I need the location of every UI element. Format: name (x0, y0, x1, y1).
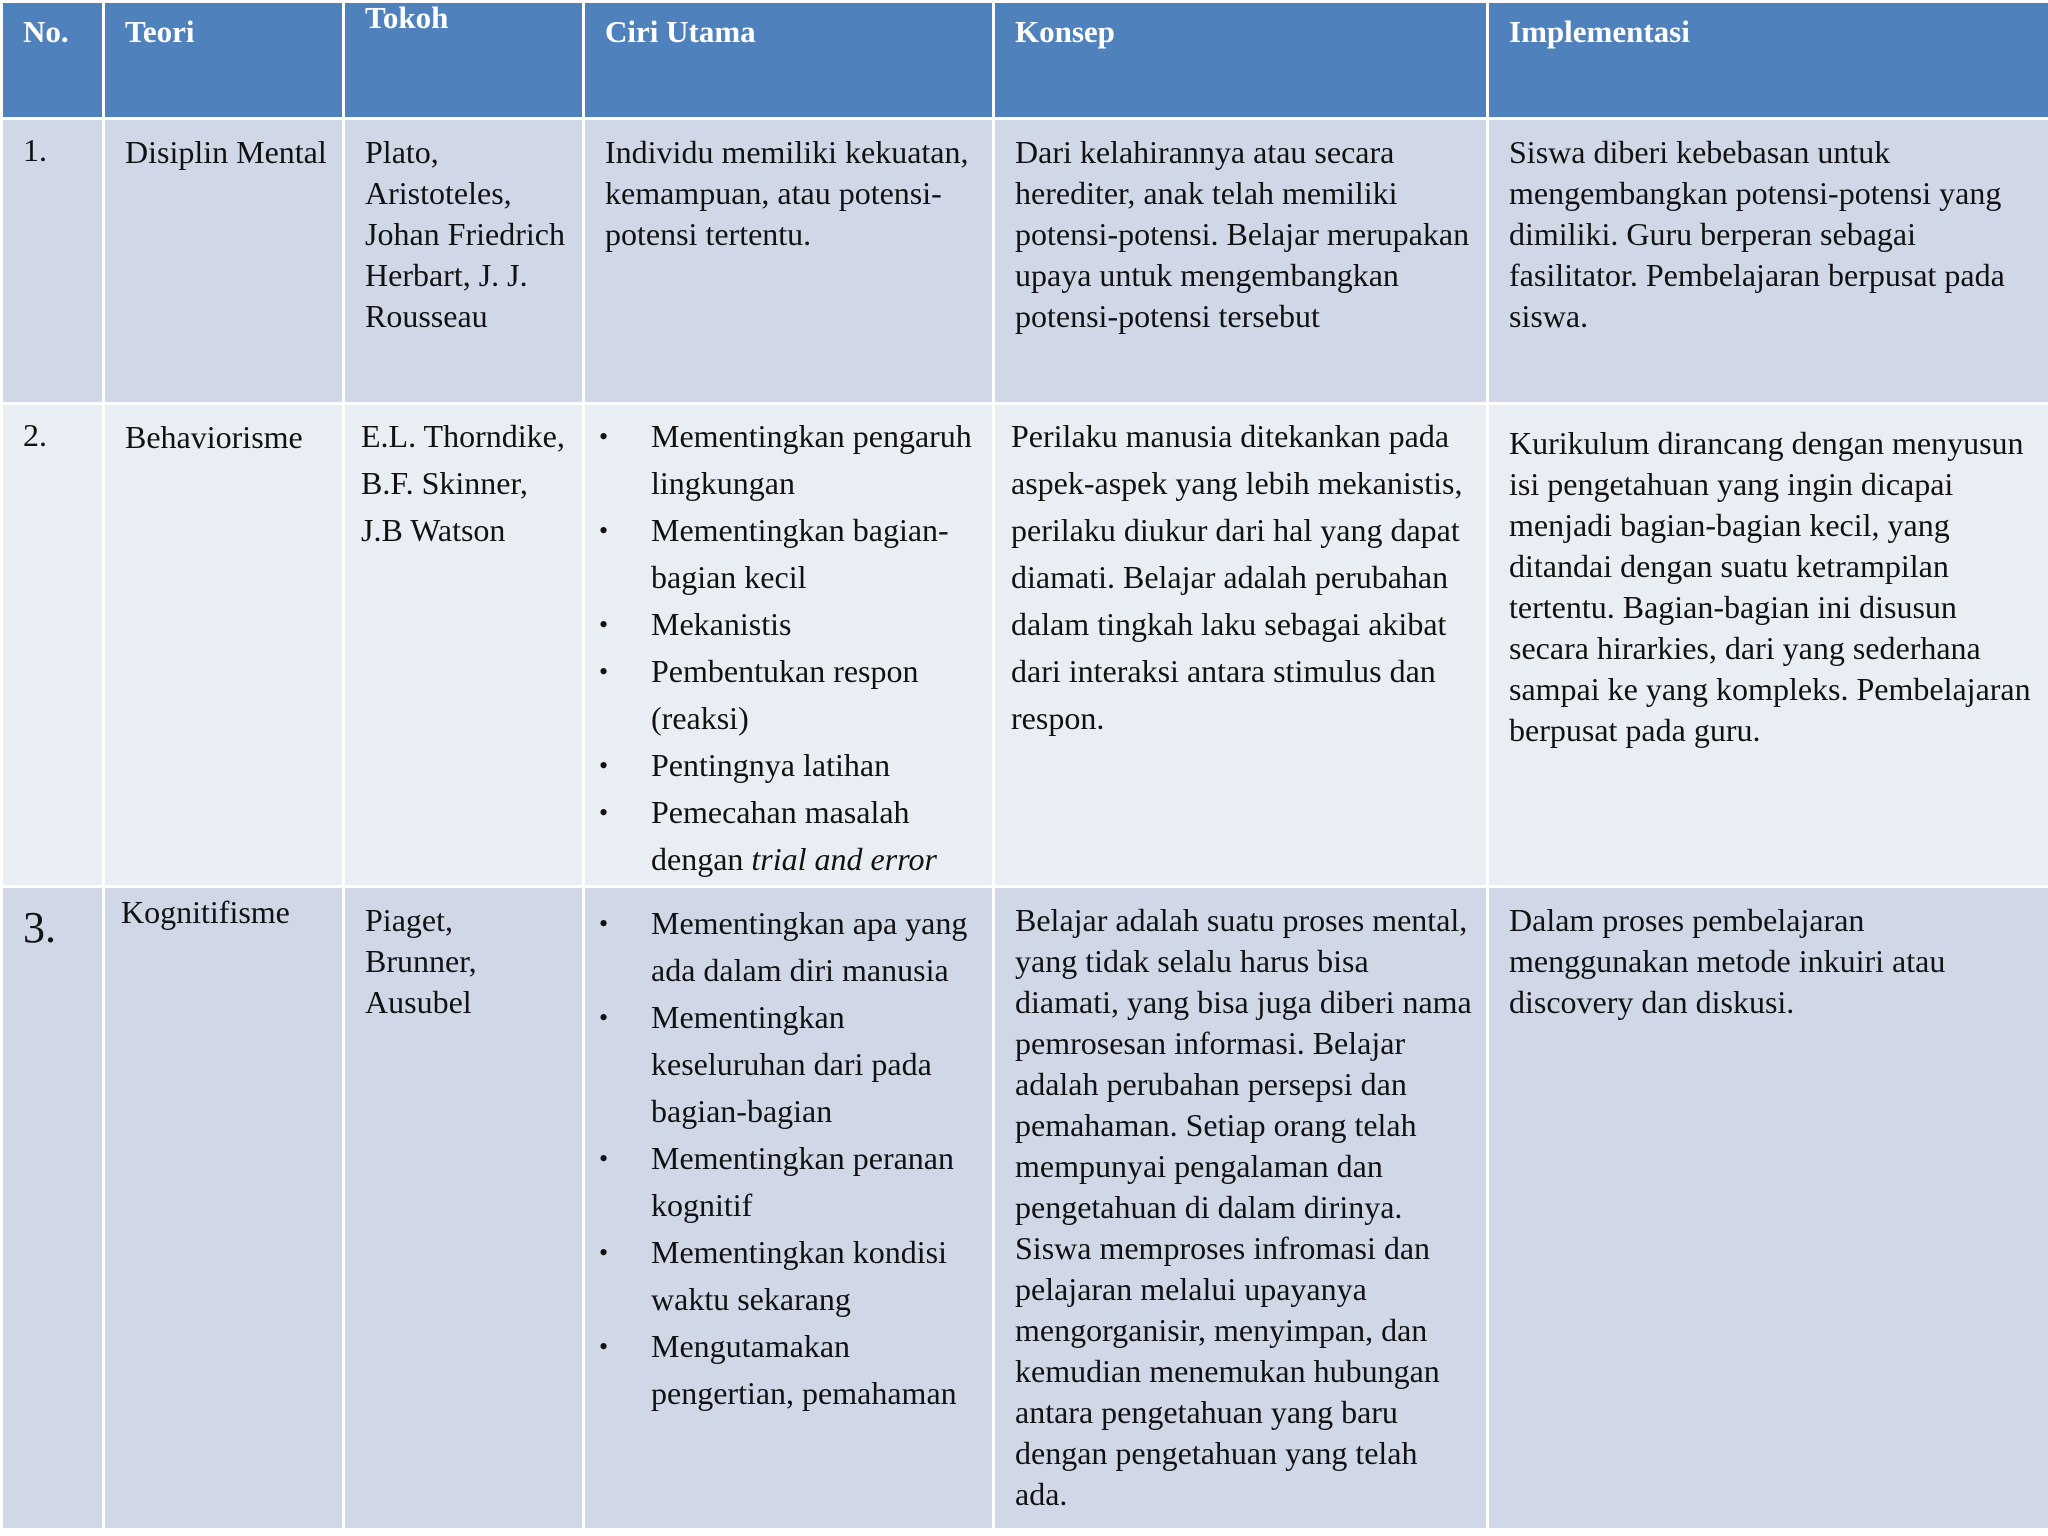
bullet-icon: • (599, 751, 609, 780)
list-item: • Mementingkan apa yang ada dalam diri manusia (585, 900, 978, 994)
bullet-icon: • (599, 1003, 609, 1032)
cell-konsep: Belajar adalah suatu proses mental, yang tidak selalu harus bisa diamati, yang bisa juga diberi nama pemrosesan informasi. Belajar adalah perubahan persepsi dan pemahaman. Setiap orang telah mempunyai pengalaman dan pengetahuan di dalam dirinya. Siswa memproses infromasi dan pelajaran melalui upayanya mengorganisir, menyimpan, dan kemudian menemukan hubungan antara pengetahuan yang baru dengan pengetahuan yang telah ada. (994, 887, 1488, 1530)
table-row (2, 119, 2048, 404)
header-ciri-utama: Ciri Utama (584, 2, 994, 119)
list-item: • Mekanistis (585, 601, 978, 648)
list-item: • Mementingkan peranan kognitif (585, 1135, 978, 1229)
cell-no: 1. (2, 119, 104, 404)
cell-teori: Disiplin Mental (104, 119, 344, 404)
list-item: • Mementingkan keseluruhan dari pada bagian-bagian (585, 994, 978, 1135)
header-teori: Teori (104, 2, 344, 119)
list-item: • Mementingkan kondisi waktu sekarang (585, 1229, 978, 1323)
cell-ciri-utama: Individu memiliki kekuatan, kemampuan, atau potensi-potensi tertentu. (584, 119, 994, 404)
bullet-icon: • (599, 798, 609, 827)
table-row (2, 404, 2048, 887)
list-item: • Mementingkan pengaruh lingkungan (585, 413, 978, 507)
cell-implementasi: Dalam proses pembelajaran menggunakan metode inkuiri atau discovery dan diskusi. (1488, 887, 2048, 1530)
list-item: • Pemecahan masalah dengan trial and error (585, 789, 978, 883)
bullet-icon: • (599, 610, 609, 639)
cell-tokoh: Plato, Aristoteles, Johan Friedrich Herbart, J. J. Rousseau (344, 119, 584, 404)
list-item: • Pembentukan respon (reaksi) (585, 648, 978, 742)
cell-teori: Behaviorisme (104, 404, 344, 887)
cell-ciri-utama (584, 887, 994, 1530)
cell-teori: Kognitifisme (104, 887, 344, 1530)
list-item: • Mengutamakan pengertian, pemahaman (585, 1323, 978, 1417)
cell-ciri-utama (584, 404, 994, 887)
bullet-icon: • (599, 1238, 609, 1267)
table-header-row (2, 2, 2048, 119)
cell-konsep: Perilaku manusia ditekankan pada aspek-aspek yang lebih mekanistis, perilaku diukur dari hal yang dapat diamati. Belajar adalah perubahan dalam tingkah laku sebagai akibat dari interaksi antara stimulus dan respon. (994, 404, 1488, 887)
cell-konsep: Dari kelahirannya atau secara herediter, anak telah memiliki potensi-potensi. Belajar merupakan upaya untuk mengembangkan potensi-potensi tersebut (994, 119, 1488, 404)
ciri-list (585, 413, 978, 883)
header-tokoh: Tokoh (344, 2, 584, 119)
list-item: • Pentingnya latihan (585, 742, 978, 789)
bullet-icon: • (599, 1144, 609, 1173)
table-row (2, 887, 2048, 1530)
header-konsep: Konsep (994, 2, 1488, 119)
cell-tokoh: E.L. Thorndike, B.F. Skinner, J.B Watson (344, 404, 584, 887)
bullet-icon: • (599, 1332, 609, 1361)
ciri-list (585, 900, 978, 1417)
header-implementasi: Implementasi (1488, 2, 2048, 119)
header-no: No. (2, 2, 104, 119)
cell-no: 3. (2, 887, 104, 1530)
cell-no: 2. (2, 404, 104, 887)
bullet-icon: • (599, 909, 609, 938)
cell-tokoh: Piaget, Brunner, Ausubel (344, 887, 584, 1530)
bullet-icon: • (599, 657, 609, 686)
cell-implementasi: Kurikulum dirancang dengan menyusun isi pengetahuan yang ingin dicapai menjadi bagian-bagian kecil, yang ditandai dengan suatu ketrampilan tertentu. Bagian-bagian ini disusun secara hirarkies, dari yang sederhana sampai ke yang kompleks. Pembelajaran berpusat pada guru. (1488, 404, 2048, 887)
list-item: • Mementingkan bagian-bagian kecil (585, 507, 978, 601)
bullet-icon: • (599, 516, 609, 545)
bullet-icon: • (599, 422, 609, 451)
cell-implementasi: Siswa diberi kebebasan untuk mengembangkan potensi-potensi yang dimiliki. Guru berperan sebagai fasilitator. Pembelajaran berpusat pada siswa. (1488, 119, 2048, 404)
